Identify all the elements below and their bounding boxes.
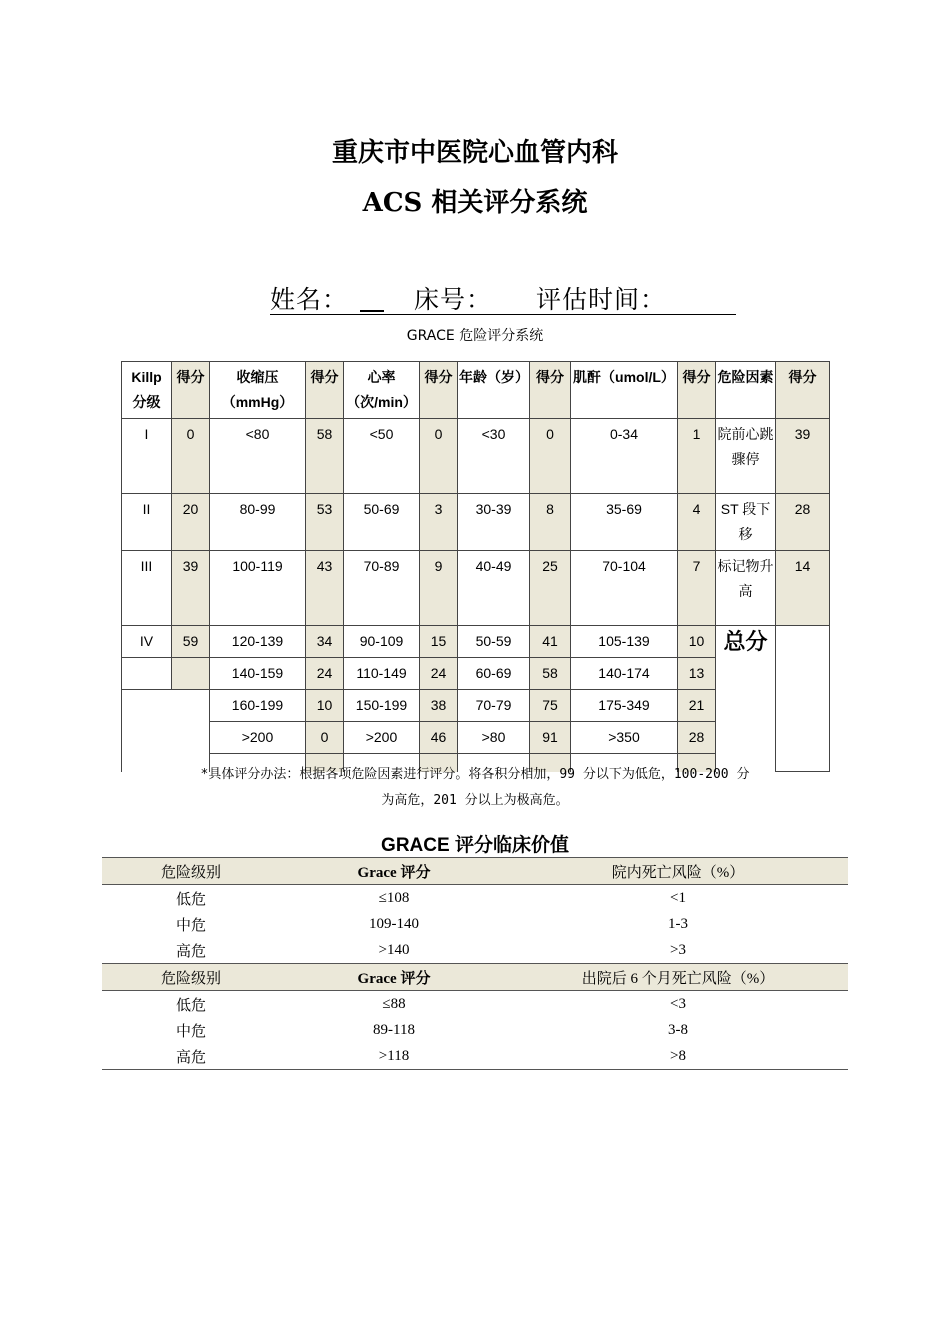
table-cell: 110-149 — [344, 658, 420, 690]
table-cell: 21 — [678, 690, 716, 722]
note-line: *具体评分办法：根据各项危险因素进行评分。将各积分相加，99 分以下为低危，100-200 分 — [200, 767, 750, 782]
table-cell: IV — [122, 626, 172, 658]
header-cell: 得分 — [678, 362, 716, 419]
table-cell: 70-104 — [571, 551, 678, 626]
table-cell: 0-34 — [571, 419, 678, 494]
table-cell: 0 — [172, 419, 210, 494]
table-cell: >200 — [344, 722, 420, 754]
header-cell: 得分 — [530, 362, 571, 419]
table-cell: I — [122, 419, 172, 494]
header-cell: 得分 — [306, 362, 344, 419]
table-cell: 90-109 — [344, 626, 420, 658]
header-cell: 年龄（岁） — [458, 362, 530, 419]
table-cell: 13 — [678, 658, 716, 690]
table-cell: 105-139 — [571, 626, 678, 658]
table-cell: 70-89 — [344, 551, 420, 626]
table-cell: <30 — [458, 419, 530, 494]
table-cell: >80 — [458, 722, 530, 754]
table-row — [102, 911, 848, 937]
table-row — [102, 937, 848, 964]
total-score-value — [776, 626, 830, 772]
header-cell: 得分 — [420, 362, 458, 419]
header-cell: Grace 评分 — [280, 964, 508, 991]
table-cell: 58 — [530, 658, 571, 690]
table-cell: >350 — [571, 722, 678, 754]
table-cell: 7 — [678, 551, 716, 626]
table-cell: >140 — [378, 941, 410, 958]
table-cell: 24 — [420, 658, 458, 690]
table-cell: 高危 — [175, 943, 206, 960]
document-title-line2: ACS 相关评分系统 — [362, 188, 588, 218]
grace-score-table — [121, 361, 830, 772]
table-cell: 20 — [172, 494, 210, 551]
table-cell: 75 — [530, 690, 571, 722]
table-cell: >3 — [670, 941, 686, 958]
scoring-note — [130, 762, 820, 814]
table-cell: ST 段下移 — [716, 494, 776, 551]
table-cell: 8 — [530, 494, 571, 551]
table-cell: 0 — [420, 419, 458, 494]
table-cell: 15 — [420, 626, 458, 658]
table-cell: 41 — [530, 626, 571, 658]
clinical-value-table — [102, 857, 848, 1070]
table-cell: 150-199 — [344, 690, 420, 722]
table-cell: 100-119 — [210, 551, 306, 626]
table-cell: 58 — [306, 419, 344, 494]
table-cell: <3 — [670, 995, 686, 1012]
table-cell: 0 — [306, 722, 344, 754]
table-cell: 标记物升高 — [716, 551, 776, 626]
table-cell — [122, 658, 172, 690]
table-cell: 28 — [776, 494, 830, 551]
header-cell: 院内死亡风险（%） — [508, 858, 848, 885]
table-cell: 28 — [678, 722, 716, 754]
table-cell: 91 — [530, 722, 571, 754]
header-cell: 得分 — [776, 362, 830, 419]
header-cell: Grace 评分 — [280, 858, 508, 885]
table-cell: >200 — [210, 722, 306, 754]
table-row — [122, 551, 830, 626]
table-row — [102, 885, 848, 912]
note-line: 为高危，201 分以上为极高危。 — [381, 793, 569, 808]
header-cell: 危险级别 — [102, 964, 280, 991]
table-cell: 中危 — [175, 917, 206, 934]
table-cell: 53 — [306, 494, 344, 551]
table-cell: 50-59 — [458, 626, 530, 658]
name-label: 姓名： — [270, 285, 349, 314]
table-row — [102, 1017, 848, 1043]
table-cell: 120-139 — [210, 626, 306, 658]
table-cell: 3-8 — [668, 1021, 688, 1038]
total-score-label: 总分 — [716, 626, 776, 772]
table-cell: 4 — [678, 494, 716, 551]
table-cell: 10 — [306, 690, 344, 722]
header-cell: 心率（次/min） — [344, 362, 420, 419]
header-cell: 肌酐（umol/L） — [571, 362, 678, 419]
table-cell: 低危 — [175, 891, 206, 908]
table-cell: 46 — [420, 722, 458, 754]
table-cell: 34 — [306, 626, 344, 658]
grace-header-row — [122, 362, 830, 419]
table-cell: 35-69 — [571, 494, 678, 551]
table-cell — [172, 658, 210, 690]
table-cell: 109-140 — [369, 915, 419, 932]
header-cell: 危险级别 — [102, 858, 280, 885]
table-row — [102, 991, 848, 1018]
table-cell: >8 — [508, 1043, 848, 1070]
clinical-header-row — [102, 964, 848, 991]
time-label: 评估时间： — [536, 285, 667, 314]
table-cell: 59 — [172, 626, 210, 658]
table-cell: 39 — [776, 419, 830, 494]
table-cell: II — [122, 494, 172, 551]
table-cell: 24 — [306, 658, 344, 690]
name-underscore — [360, 280, 384, 312]
empty-cell — [122, 690, 210, 772]
table-cell: 160-199 — [210, 690, 306, 722]
patient-info-line — [270, 280, 736, 315]
table-cell: 高危 — [102, 1043, 280, 1070]
header-cell: Killp 分级 — [122, 362, 172, 419]
table-cell: 3 — [420, 494, 458, 551]
table-row — [122, 419, 830, 494]
table-cell: <80 — [210, 419, 306, 494]
table-cell: 43 — [306, 551, 344, 626]
header-cell: 得分 — [172, 362, 210, 419]
table-cell: 89-118 — [373, 1021, 415, 1038]
header-cell: 出院后 6 个月死亡风险（%） — [508, 964, 848, 991]
header-cell: 危险因素 — [716, 362, 776, 419]
table-cell: 38 — [420, 690, 458, 722]
table-row — [122, 626, 830, 658]
clinical-value-title: GRACE 评分临床价值 — [381, 835, 569, 856]
grace-table-caption: GRACE 危险评分系统 — [406, 328, 544, 344]
table-cell: ≤88 — [382, 995, 406, 1012]
table-cell: 低危 — [175, 997, 206, 1014]
table-cell: 1 — [678, 419, 716, 494]
table-cell: ≤108 — [378, 889, 410, 906]
table-cell: 0 — [530, 419, 571, 494]
table-row — [102, 1043, 848, 1070]
clinical-header-row — [102, 858, 848, 885]
table-cell: >118 — [280, 1043, 508, 1070]
table-cell: 1-3 — [668, 915, 688, 932]
table-cell: 39 — [172, 551, 210, 626]
table-cell: 10 — [678, 626, 716, 658]
table-cell: 25 — [530, 551, 571, 626]
table-cell: 175-349 — [571, 690, 678, 722]
table-cell: 70-79 — [458, 690, 530, 722]
table-cell: 80-99 — [210, 494, 306, 551]
table-cell: III — [122, 551, 172, 626]
header-cell: 收缩压（mmHg） — [210, 362, 306, 419]
table-cell: 50-69 — [344, 494, 420, 551]
table-cell: 院前心跳骤停 — [716, 419, 776, 494]
table-cell: 9 — [420, 551, 458, 626]
table-cell: 60-69 — [458, 658, 530, 690]
table-cell: 中危 — [175, 1023, 206, 1040]
table-cell: 14 — [776, 551, 830, 626]
table-cell: <1 — [670, 889, 686, 906]
table-cell: 30-39 — [458, 494, 530, 551]
document-title-line1: 重庆市中医院心血管内科 — [331, 138, 618, 168]
table-cell: 140-159 — [210, 658, 306, 690]
table-cell: 40-49 — [458, 551, 530, 626]
bed-label: 床号： — [414, 285, 493, 314]
table-cell: 140-174 — [571, 658, 678, 690]
table-cell: <50 — [344, 419, 420, 494]
table-row — [122, 494, 830, 551]
